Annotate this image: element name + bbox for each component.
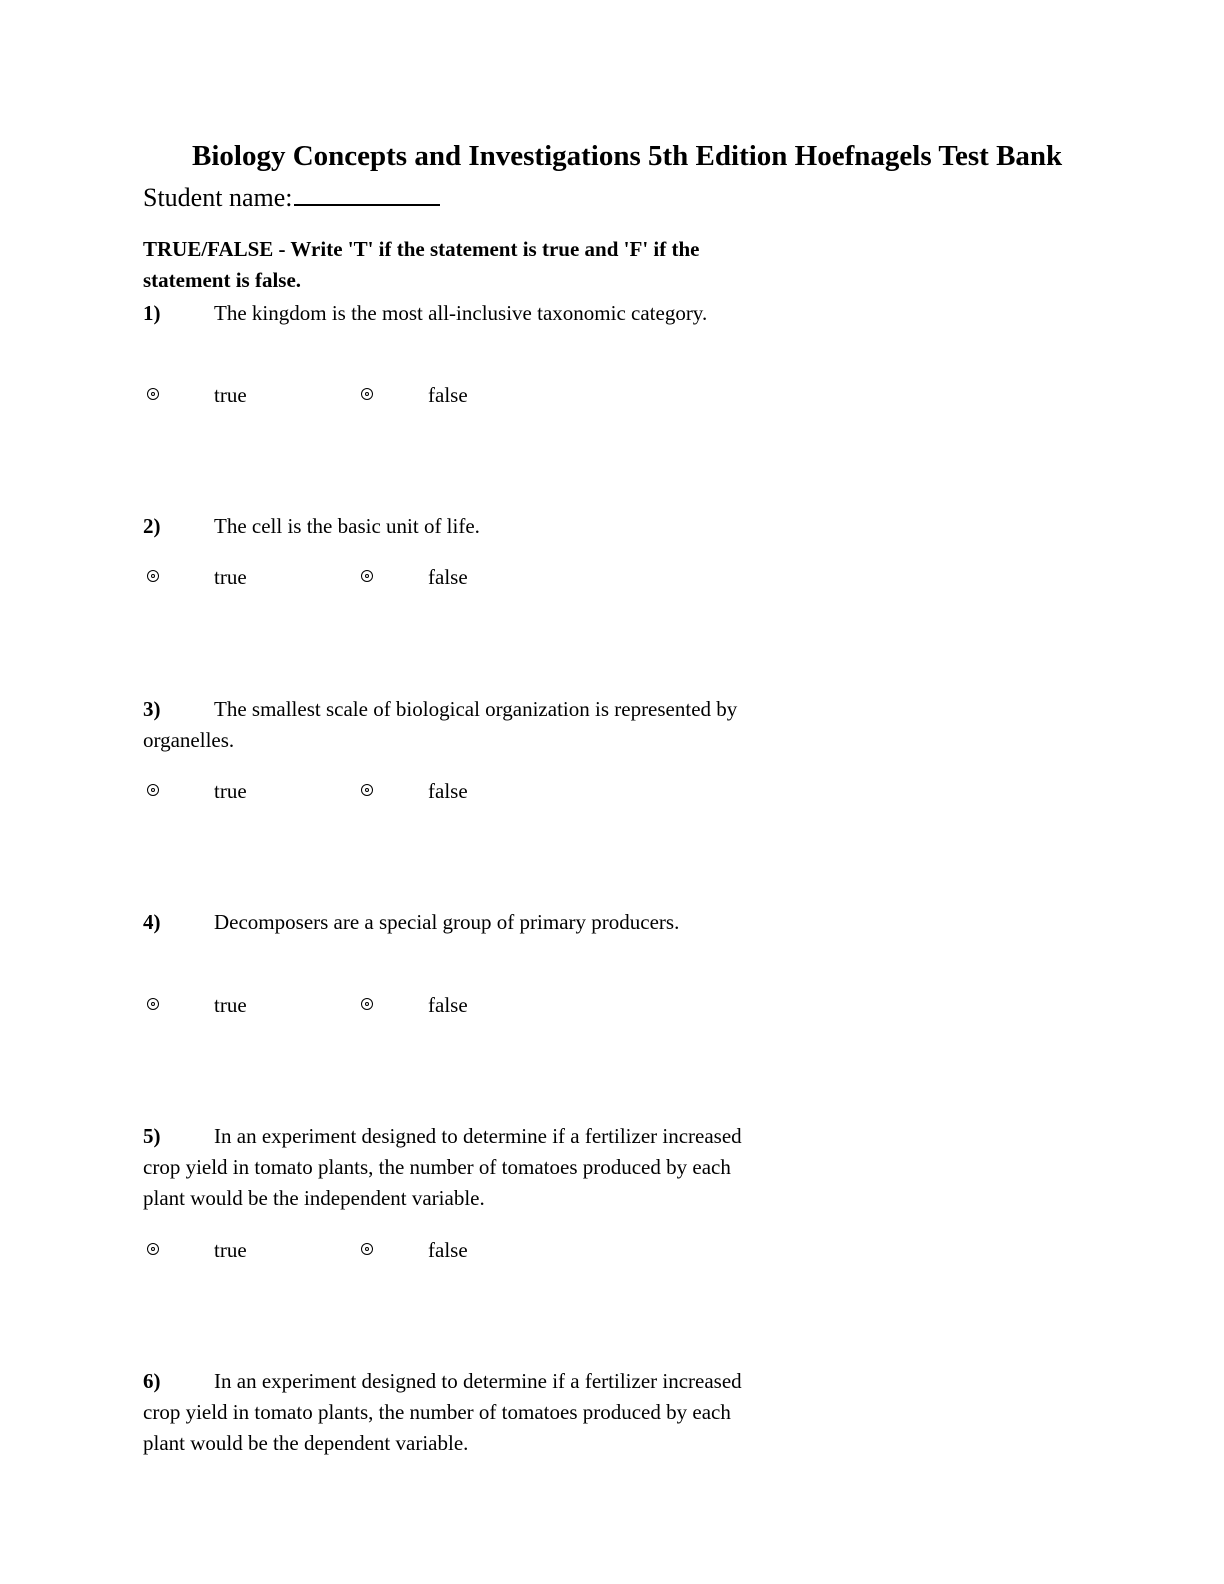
question-text: In an experiment designed to determine if a fertilizer increased crop yield in tomato plants, the number of tomatoes produced by each plant would be the independent variable. [143, 1124, 742, 1210]
option-true-label[interactable]: true [214, 1238, 247, 1262]
question-1 [143, 298, 743, 329]
radio-false-icon[interactable] [361, 1243, 373, 1255]
option-false-label[interactable]: false [428, 565, 468, 589]
question-number: 3) [143, 697, 161, 721]
question-number: 1) [143, 301, 161, 325]
instructions: TRUE/FALSE - Write 'T' if the statement is true and 'F' if the statement is false. [143, 237, 700, 292]
radio-true-icon[interactable] [147, 570, 159, 582]
answer-options-1 [143, 380, 543, 411]
question-text: In an experiment designed to determine if a fertilizer increased crop yield in tomato plants, the number of tomatoes produced by each plant would be the dependent variable. [143, 1369, 742, 1455]
radio-true-icon[interactable] [147, 784, 159, 796]
question-text: Decomposers are a special group of primary producers. [214, 910, 680, 934]
question-number: 6) [143, 1369, 161, 1393]
question-3 [143, 694, 743, 756]
option-true-label[interactable]: true [214, 565, 247, 589]
radio-false-icon[interactable] [361, 388, 373, 400]
page-title: Biology Concepts and Investigations 5th Edition Hoefnagels Test Bank [192, 140, 1063, 172]
radio-false-icon[interactable] [361, 998, 373, 1010]
student-name-line [143, 180, 440, 215]
student-name-blank[interactable] [294, 180, 440, 206]
question-4 [143, 907, 743, 938]
radio-false-icon[interactable] [361, 784, 373, 796]
question-number: 2) [143, 514, 161, 538]
question-number: 5) [143, 1124, 161, 1148]
answer-options-5 [143, 1235, 543, 1266]
option-false-label[interactable]: false [428, 383, 468, 407]
answer-options-4 [143, 990, 543, 1021]
question-6 [143, 1366, 743, 1459]
option-true-label[interactable]: true [214, 779, 247, 803]
question-text: The smallest scale of biological organization is represented by organelles. [143, 697, 738, 752]
radio-true-icon[interactable] [147, 1243, 159, 1255]
radio-false-icon[interactable] [361, 570, 373, 582]
question-text: The kingdom is the most all-inclusive taxonomic category. [214, 301, 708, 325]
answer-options-2 [143, 562, 543, 593]
option-true-label[interactable]: true [214, 993, 247, 1017]
question-2 [143, 511, 743, 542]
radio-true-icon[interactable] [147, 388, 159, 400]
question-5 [143, 1121, 743, 1214]
option-false-label[interactable]: false [428, 1238, 468, 1262]
student-name-label: Student name: [143, 183, 293, 212]
answer-options-3 [143, 776, 543, 807]
option-false-label[interactable]: false [428, 779, 468, 803]
radio-true-icon[interactable] [147, 998, 159, 1010]
option-false-label[interactable]: false [428, 993, 468, 1017]
question-text: The cell is the basic unit of life. [214, 514, 480, 538]
question-number: 4) [143, 910, 161, 934]
option-true-label[interactable]: true [214, 383, 247, 407]
